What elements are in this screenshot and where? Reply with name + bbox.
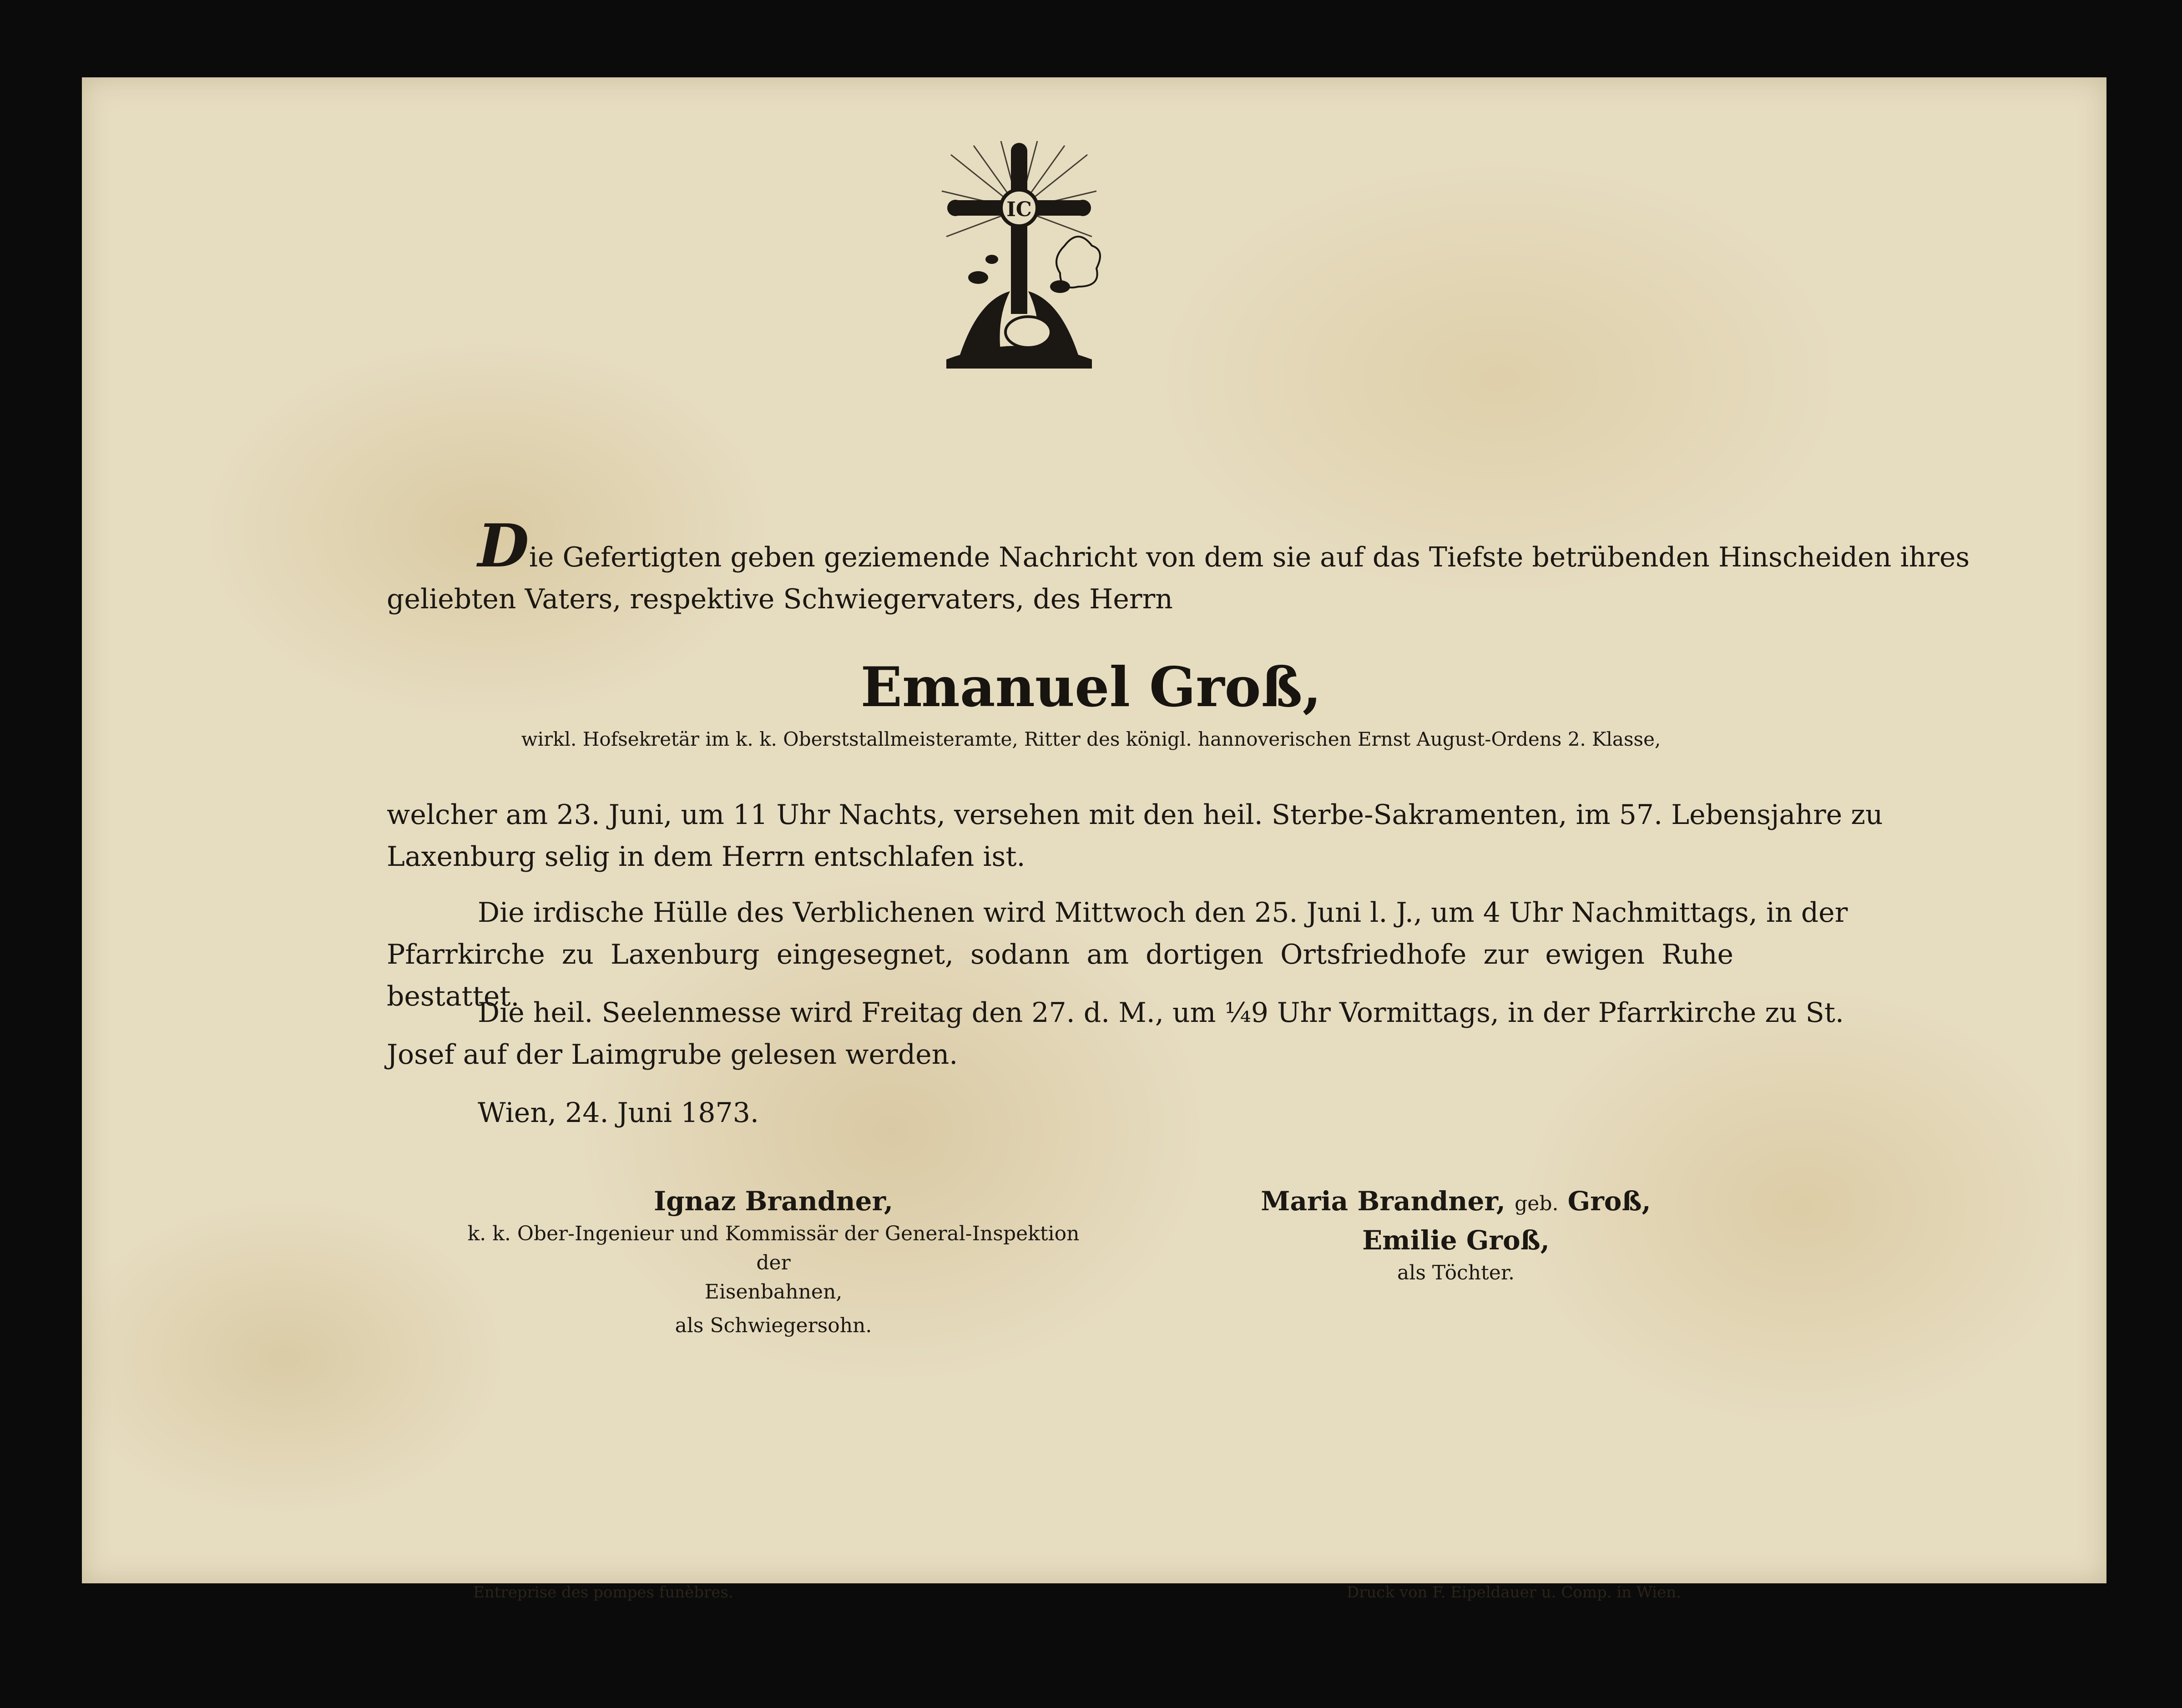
signatory-left-line-2: Eisenbahnen, bbox=[704, 1280, 843, 1304]
signatory-left-name: Ignaz Brandner, bbox=[653, 1186, 894, 1217]
deceased-name: Emanuel Groß, bbox=[860, 655, 1322, 719]
cross-emblem-icon bbox=[933, 141, 1106, 369]
burial-line-2: Pfarrkirche zu Laxenburg eingesegnet, sodann am dortigen Ortsfriedhofe zur ewigen Ruhe bestattet. bbox=[387, 939, 1733, 1012]
opening-line-2: geliebten Vaters, respektive Schwiegervaters, des Herrn bbox=[387, 583, 1173, 615]
death-line-1: welcher am 23. Juni, um 11 Uhr Nachts, versehen mit den heil. Sterbe-Sakramenten, im 57. Lebensjahre zu bbox=[387, 799, 1883, 831]
signatory-left-relation: als Schwiegersohn. bbox=[675, 1314, 872, 1337]
signatory-right-name-1-maiden: Groß, bbox=[1567, 1186, 1651, 1217]
signatory-right-name-2: Emilie Groß, bbox=[1362, 1225, 1550, 1256]
mass-line-2: Josef auf der Laimgrube gelesen werden. bbox=[387, 1039, 958, 1071]
footer-right: Druck von F. Eipeldauer u. Comp. in Wien. bbox=[1347, 1583, 1681, 1602]
signatory-right-name-1 bbox=[1183, 1183, 1729, 1222]
signatory-left-line-1: k. k. Ober-Ingenieur und Kommissär der General-Inspektion der bbox=[467, 1222, 1080, 1274]
opening-paragraph bbox=[387, 511, 1970, 620]
deceased-titles: wirkl. Hofsekretär im k. k. Oberststallmeisteramte, Ritter des königl. hannoverischen Ernst August-Ordens 2. Klasse, bbox=[521, 728, 1661, 750]
signatory-right-relation: als Töchter. bbox=[1397, 1261, 1515, 1284]
death-paragraph bbox=[387, 794, 1883, 878]
signatory-right bbox=[1183, 1183, 1729, 1288]
place-date-line bbox=[387, 1092, 1733, 1134]
burial-line-1: Die irdische Hülle des Verblichenen wird Mittwoch den 25. Juni l. J., um 4 Uhr Nachmittags, in der bbox=[478, 897, 1848, 929]
drop-cap: D bbox=[478, 511, 529, 581]
death-line-2: Laxenburg selig in dem Herrn entschlafen ist. bbox=[387, 841, 1025, 873]
mass-line-1: Die heil. Seelenmesse wird Freitag den 27. d. M., um ¼9 Uhr Vormittags, in der Pfarrkirche zu St. bbox=[478, 997, 1844, 1029]
signatory-right-name-1-suffix: geb. bbox=[1515, 1192, 1559, 1215]
mass-paragraph bbox=[387, 992, 1844, 1076]
place-date: Wien, 24. Juni 1873. bbox=[478, 1097, 759, 1129]
opening-line-1 bbox=[387, 511, 1970, 581]
signatory-left bbox=[455, 1183, 1092, 1340]
opening-line-1-text: ie Gefertigten geben geziemende Nachricht von dem sie auf das Tiefste betrübenden Hinscheiden ihres bbox=[529, 541, 1970, 573]
svg-text:IC: IC bbox=[1006, 198, 1032, 221]
footer-left: Entreprise des pompes funèbres. bbox=[473, 1583, 733, 1602]
signatory-right-name-1-text: Maria Brandner, bbox=[1261, 1186, 1505, 1217]
